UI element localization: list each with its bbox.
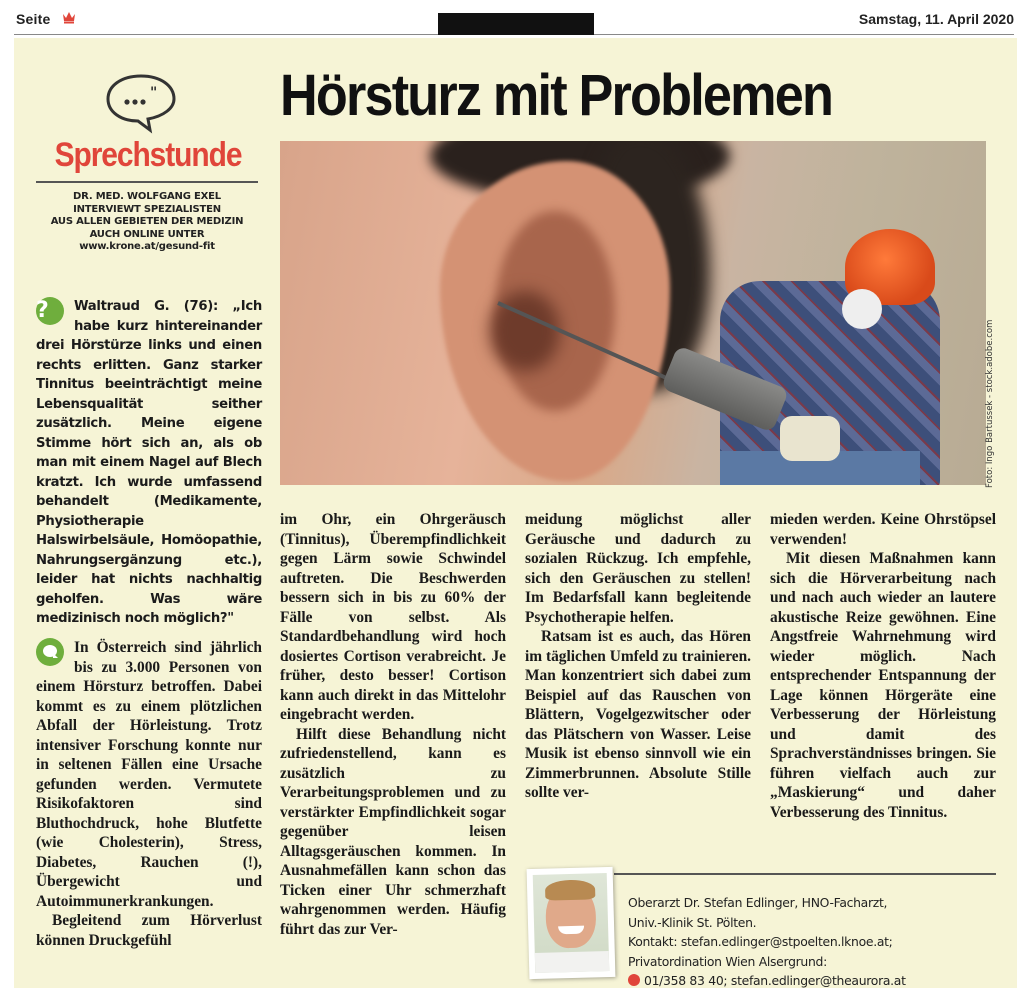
column-title-rule — [36, 181, 258, 183]
crown-icon — [62, 10, 76, 24]
expert-practice: Privatordination Wien Alsergrund: — [628, 953, 827, 969]
answer-column-4 — [770, 510, 996, 822]
answer-bubble-icon — [36, 638, 64, 666]
redacted-block — [438, 13, 594, 35]
answer-paragraph: Mit diesen Maßnahmen kann sich die Hörverarbeitung nach und nach auch wieder an lautere akustische Reize gewöhnen. Eine Angstfreie Wahrnehmung wird wieder möglich. Nach entsprechender Entspannung der Lage können Hörgeräte eine Verbesserung der Hörleistung und damit des Sprachverständnisses bringen. Sie führen vielfach auch zur „Maskierung“ und daher Verbesserung des Tinnitus. — [770, 550, 996, 821]
answer-paragraph: meidung möglichst aller Geräusche und dadurch zu sozialen Rückzug. Ich empfehle, sich den Geräuschen zu stellen! Im Bedarfsfall kann begleitende Psychotherapie helfen. — [525, 511, 751, 626]
answer-paragraph: mieden werden. Keine Ohrstöpsel verwenden! — [770, 511, 996, 548]
answer-column-3 — [525, 510, 751, 803]
page-header — [0, 0, 1024, 38]
header-rule — [14, 34, 438, 35]
intro-line: INTERVIEWT SPEZIALISTEN — [73, 203, 221, 215]
answer-column-2 — [280, 510, 506, 939]
speech-bubble-icon — [104, 72, 178, 134]
photo-credit-text: Foto: Ingo Bartussek - stock.adobe.com — [985, 319, 995, 488]
expert-contact — [628, 893, 906, 991]
answer-paragraph: Ratsam ist es auch, das Hören im täglichen Umfeld zu trainieren. Man konzentriert sich dabei zum Beispiel auf das Rauschen von Blättern, Vogelgezwitscher oder das Plätschern von Wasser. Leise Musik ist ebenso sinnvoll wie ein Zimmerbrunnen. Absolute Stille sollte ver- — [525, 628, 751, 801]
expert-phone-line — [628, 971, 906, 991]
issue-date: Samstag, 11. April 2020 — [858, 11, 1014, 27]
article-photo — [280, 141, 986, 485]
answer-paragraph: In Österreich sind jährlich bis zu 3.000 Personen von einem Hörsturz betroffen. Dabei kommt es zu einem plötzlichen Abfall der Hörleistung. Trotz intensiver Forschung konnte nur in seltenen Fällen eine Ursache gefunden werden. Vermutete Risikofaktoren sind Bluthochdruck, hohe Blutfette (wie Cholesterin), Stress, Diabetes, Rauchen (!), Übergewicht und Autoimmunerkrankungen. — [36, 639, 262, 910]
question-mark-icon — [36, 297, 64, 325]
intro-line: AUCH ONLINE UNTER — [89, 228, 205, 240]
answer-paragraph: Begleitend zum Hörverlust können Druckgefühl — [36, 912, 262, 949]
expert-email[interactable]: Kontakt: stefan.edlinger@stpoelten.lknoe.at; — [628, 934, 893, 949]
expert-name: Oberarzt Dr. Stefan Edlinger, HNO-Facharzt, — [628, 895, 888, 910]
portrait-hair — [545, 879, 596, 900]
answer-paragraph: Hilft diese Behandlung nicht zufriedenstellend, kann es zusätzlich zu Verarbeitungsproblemen und zu verstärkter Empfindlichkeit sogar gegenüber leisen Alltagsgeräuschen kommen. In Ausnahmefällen kann schon das Ticken einer Uhr schmerzhaft wahrgenommen werden. Häufig führt das zur Ver- — [280, 725, 506, 938]
article-headline: Hörsturz mit Problemen — [280, 63, 833, 128]
reader-question — [36, 297, 262, 629]
photo-glove — [780, 416, 840, 461]
expert-portrait — [527, 867, 616, 979]
portrait-shirt — [535, 951, 609, 973]
photo-mask — [842, 289, 882, 329]
expert-phone[interactable]: 01/358 83 40; stefan.edlinger@theaurora.at — [644, 973, 906, 988]
column-intro — [36, 191, 258, 254]
svg-text:": " — [150, 85, 158, 101]
expert-rule — [614, 873, 996, 875]
photo-credit — [985, 288, 999, 488]
intro-line: DR. MED. WOLFGANG EXEL — [73, 191, 221, 202]
column-title: Sprechstunde — [54, 136, 242, 174]
answer-column-1 — [36, 638, 262, 950]
phone-icon — [628, 974, 640, 986]
section-label: Seite — [16, 11, 51, 27]
answer-paragraph: im Ohr, ein Ohrgeräusch (Tinnitus), Überempfindlichkeit gegen Lärm sowie Schwindel auftreten. Die Beschwerden bessern sich in bis zu 60% der Fälle von selbst. Als Standardbehandlung wird hoch dosiertes Cortison verabreicht. Je früher, desto besser! Cortison kann auch direkt in das Mittelohr eingebracht werden. — [280, 511, 506, 723]
header-rule — [594, 34, 1014, 35]
intro-line: AUS ALLEN GEBIETEN DER MEDIZIN — [50, 216, 244, 227]
expert-clinic: Univ.-Klinik St. Pölten. — [628, 914, 757, 930]
question-text: Waltraud G. (76): „Ich habe kurz hintereinander drei Hörstürze links und einen rechts erlitten. Ganz starker Tinnitus beeinträchtigt meine Lebensqualität seither zusätzlich. Meine eigene Stimme hört sich an, als ob man mit einem Nagel auf Blech kratzt. Ich wurde umfassend behandelt (Medikamente, Physiotherapie Halswirbelsäule, Homöopathie, Nahrungsergänzung etc.), leider hat nichts nachhaltig geholfen. Was wäre medizinisch noch möglich?" — [36, 299, 262, 626]
intro-url-link[interactable]: www.krone.at/gesund-fit — [79, 241, 215, 252]
